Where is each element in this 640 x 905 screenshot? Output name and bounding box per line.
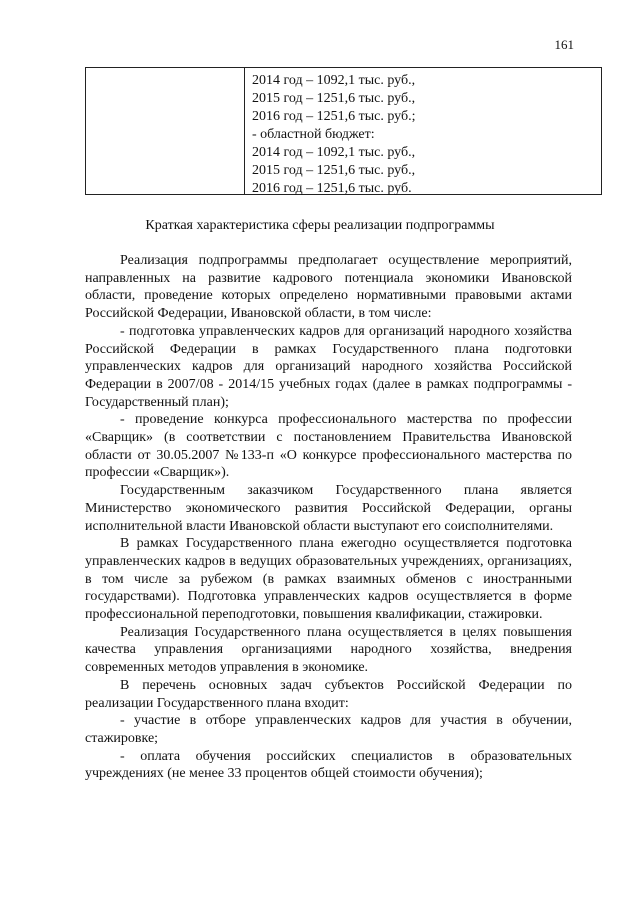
budget-table	[85, 67, 602, 195]
paragraph: В рамках Государственного плана ежегодно осуществляется подготовка управленческих кадров в ведущих образовательных учреждениях, организациях, в том числе за рубежом (в рамках взаимных обменов с иностранными государствами). Подготовка управленческих кадров осуществляется в форме профессиональной переподготовки, повышения квалификации, стажировки.	[85, 536, 572, 623]
budget-line: 2016 год – 1251,6 тыс. руб.	[252, 181, 412, 196]
body-text	[85, 252, 572, 783]
budget-line: 2015 год – 1251,6 тыс. руб.,	[252, 91, 416, 106]
section-heading: Краткая характеристика сферы реализации подпрограммы	[145, 218, 495, 233]
budget-line: - областной бюджет:	[252, 127, 375, 142]
budget-line: 2016 год – 1251,6 тыс. руб.;	[252, 109, 416, 124]
budget-line: 2015 год – 1251,6 тыс. руб.,	[252, 163, 416, 178]
list-item: - оплата обучения российских специалистов в образовательных учреждениях (не менее 33 процентов общей стоимости обучения);	[85, 748, 572, 782]
list-item: - подготовка управленческих кадров для организаций народного хозяйства Российской Федерации в рамках Государственного плана подготовки управленческих кадров для организаций народного хозяйства Российской Федерации в 2007/08 - 2014/15 учебных годах (далее в рамках подпрограммы - Государственный план);	[85, 323, 572, 410]
table-cell-budget	[245, 68, 601, 194]
list-item: - проведение конкурса профессионального мастерства по профессии «Сварщик» (в соответствии с постановлением Правительства Ивановской области от 30.05.2007 №133-п «О конкурсе профессионального мастерства по профессии «Сварщик»).	[85, 412, 572, 481]
paragraph: Государственным заказчиком Государственного плана является Министерство экономического развития Российской Федерации, органы исполнительной власти Ивановской области выступают его соисполнителями.	[85, 483, 572, 534]
table-cell-left	[86, 68, 245, 194]
budget-line: 2014 год – 1092,1 тыс. руб.,	[252, 145, 416, 160]
list-item: - участие в отборе управленческих кадров для участия в обучении, стажировке;	[85, 713, 572, 746]
page-number: 161	[554, 37, 574, 52]
paragraph: Реализация подпрограммы предполагает осуществление мероприятий, направленных на развитие кадрового потенциала экономики Ивановской области, проведение которых определено нормативными правовыми актами Российской Федерации, Ивановской области, в том числе:	[85, 253, 572, 322]
paragraph: В перечень основных задач субъектов Российской Федерации по реализации Государственного плана входит:	[85, 677, 572, 711]
paragraph: Реализация Государственного плана осуществляется в целях повышения качества управления организациями народного хозяйства, внедрения современных методов управления в экономике.	[85, 624, 572, 676]
budget-line: 2014 год – 1092,1 тыс. руб.,	[252, 73, 416, 88]
